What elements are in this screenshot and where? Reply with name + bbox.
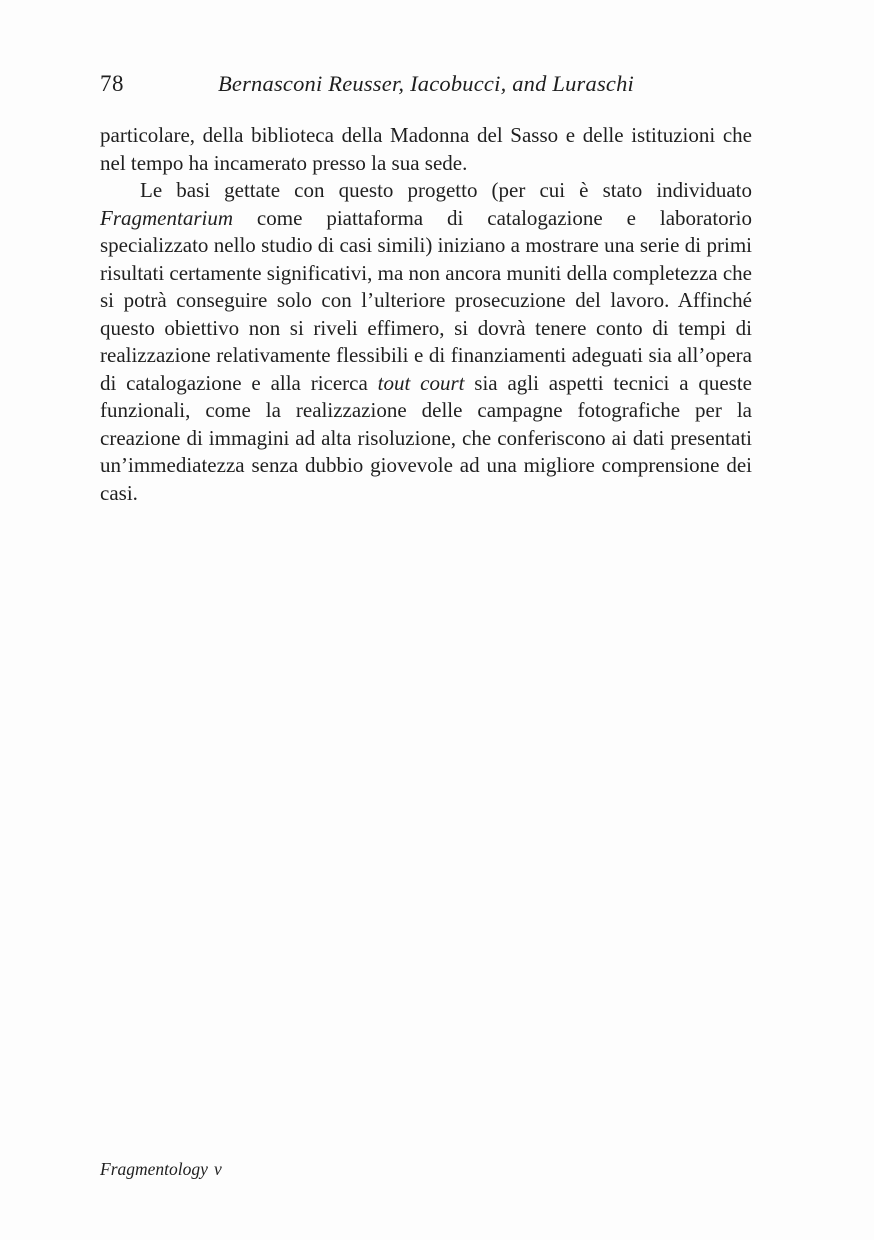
page-number: 78: [100, 71, 124, 96]
text-segment: sia agli aspetti tecnici a queste funzionali, come la realizzazione delle campagne fotografiche per la creazione di immagini ad alta risoluzione, che conferiscono ai dati presentati un’immediatezza senza dubbio giovevole ad una migliore comprensione dei casi.: [100, 370, 752, 505]
body-paragraph-2: [100, 177, 752, 507]
page-footer: [100, 1158, 222, 1180]
text-segment: particolare, della biblioteca della Madonna del Sasso e delle istituzioni che nel tempo ha incamerato presso la sua sede.: [100, 123, 752, 175]
text-segment: come piattaforma di catalogazione e laboratorio specializzato nello studio di casi simili) iniziano a mostrare una serie di primi risultati certamente significativi, ma non ancora muniti della completezza che si potrà conseguire solo con l’ulteriore prosecuzione del lavoro. Affinché questo obiettivo non si riveli effimero, si dovrà tenere conto di tempi di realizzazione relativamente flessibili e di finanziamenti adeguati sia all’opera di catalogazione e alla ricerca: [100, 205, 752, 395]
page-header: [100, 71, 752, 101]
italic-text-segment: tout court: [377, 370, 465, 395]
body-text: [100, 122, 752, 507]
volume-number: v: [214, 1159, 222, 1179]
running-title: Bernasconi Reusser, Iacobucci, and Luraschi: [217, 71, 635, 96]
text-segment: Le basi gettate con questo progetto (per cui è stato individuato: [140, 178, 752, 202]
italic-text-segment: Fragmentarium: [100, 205, 233, 230]
body-paragraph-1: [100, 122, 752, 177]
journal-title: Fragmentology: [100, 1159, 208, 1179]
